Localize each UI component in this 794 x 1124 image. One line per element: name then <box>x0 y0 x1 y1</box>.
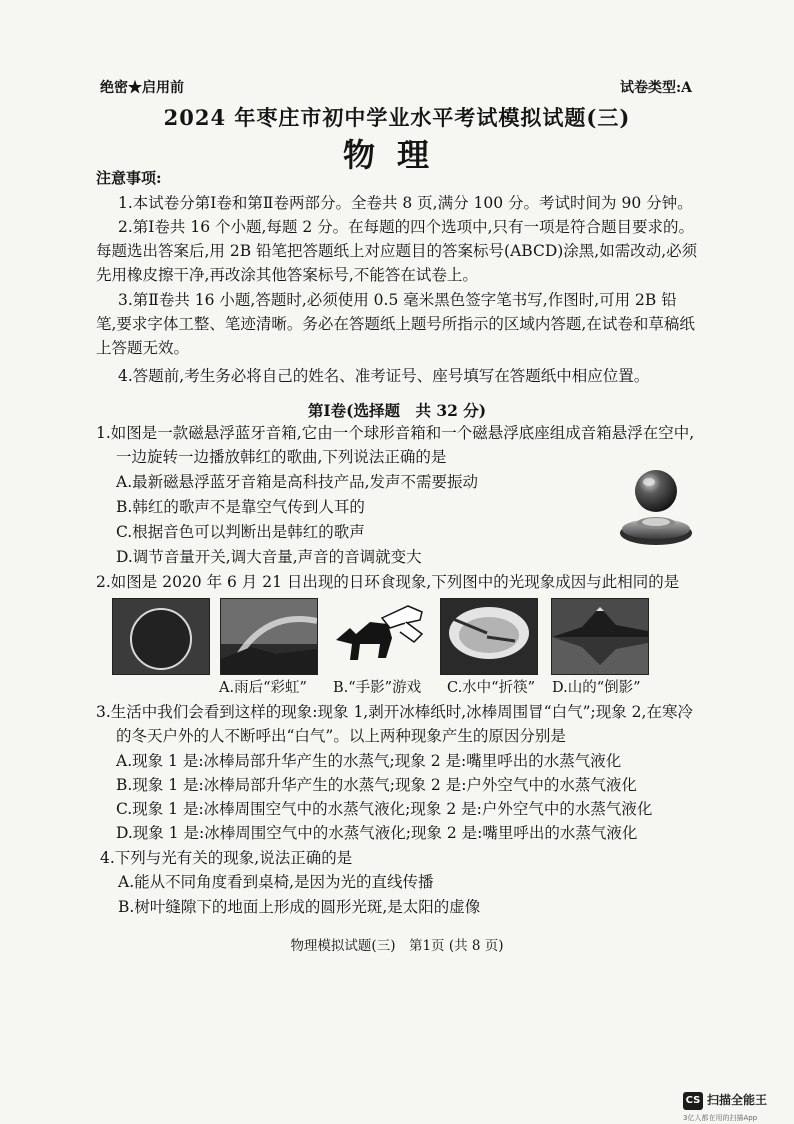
q1-option-a: A.最新磁悬浮蓝牙音箱是高科技产品,发声不需要振动 <box>116 473 479 491</box>
q3-stem-line: 3.生活中我们会看到这样的现象:现象 1,剥开冰棒纸时,冰棒周围冒“白气”;现象 2,在寒冷 <box>96 703 693 721</box>
page-footer: 物理模拟试题(三) 第1页 (共 8 页) <box>290 938 504 954</box>
q4-option-b: B.树叶缝隙下的地面上形成的圆形光斑,是太阳的虚像 <box>118 898 481 916</box>
camscanner-logo: CS <box>683 1092 703 1110</box>
q2-caption-c: C.水中“折筷” <box>447 680 536 696</box>
notice-line: 4.答题前,考生务必将自己的姓名、准考证号、座号填写在答题纸中相应位置。 <box>118 367 650 385</box>
q1-option-b: B.韩红的歌声不是靠空气传到人耳的 <box>116 498 365 516</box>
camscanner-tagline: 3亿人都在用的扫描App <box>683 1114 758 1122</box>
subject-title: 物理 <box>342 136 451 174</box>
rainbow-photo <box>220 598 318 675</box>
notice-line: 2.第Ⅰ卷共 16 个小题,每题 2 分。在每题的四个选项中,只有一项是符合题目要求的。 <box>118 218 695 236</box>
q2-caption-d: D.山的“倒影” <box>552 680 641 696</box>
notice-line: 笔,要求字体工整、笔迹清晰。务必在答题纸上题号所指示的区域内答题,在试卷和草稿纸 <box>96 315 695 333</box>
q1-stem-line: 一边旋转一边播放韩红的歌曲,下列说法正确的是 <box>116 448 447 466</box>
q2-caption-b: B.“手影”游戏 <box>333 680 422 696</box>
q4-option-a: A.能从不同角度看到桌椅,是因为光的直线传播 <box>118 873 434 891</box>
q3-option-d: D.现象 1 是:冰棒周围空气中的水蒸气液化;现象 2 是:嘴里呼出的水蒸气液化 <box>116 824 638 842</box>
solar-eclipse-photo <box>112 598 210 675</box>
q1-stem-line: 1.如图是一款磁悬浮蓝牙音箱,它由一个球形音箱和一个磁悬浮底座组成音箱悬浮在空中, <box>96 424 695 442</box>
q1-option-c: C.根据音色可以判断出是韩红的歌声 <box>116 523 365 541</box>
notice-line: 1.本试卷分第Ⅰ卷和第Ⅱ卷两部分。全卷共 8 页,满分 100 分。考试时间为 90 分钟。 <box>118 194 693 212</box>
q1-option-d: D.调节音量开关,调大音量,声音的音调就变大 <box>116 548 422 566</box>
q3-option-a: A.现象 1 是:冰棒局部升华产生的水蒸气;现象 2 是:嘴里呼出的水蒸气液化 <box>116 752 622 770</box>
hand-shadow-photo <box>330 598 426 673</box>
notice-line: 每题选出答案后,用 2B 铅笔把答题纸上对应题目的答案标号(ABCD)涂黑,如需改动,必须 <box>96 242 698 260</box>
notice-line: 先用橡皮擦干净,再改涂其他答案标号,不能答在试卷上。 <box>96 266 478 284</box>
q3-option-b: B.现象 1 是:冰棒局部升华产生的水蒸气;现象 2 是:户外空气中的水蒸气液化 <box>116 776 637 794</box>
q2-caption-a: A.雨后“彩虹” <box>219 680 307 696</box>
notice-line: 3.第Ⅱ卷共 16 小题,答题时,必须使用 0.5 毫米黑色签字笔书写,作图时,可用 2B 铅 <box>118 291 677 309</box>
notice-line: 上答题无效。 <box>96 339 190 357</box>
q3-stem-line: 的冬天户外的人不断呼出“白气”。以上两种现象产生的原因分别是 <box>116 727 566 745</box>
q4-stem: 4.下列与光有关的现象,说法正确的是 <box>100 849 353 867</box>
exam-title: 2024 年枣庄市初中学业水平考试模拟试题(三) <box>163 105 631 130</box>
paper-type-label: 试卷类型:A <box>620 80 693 96</box>
bent-chopstick-photo <box>440 598 538 675</box>
section-heading: 第Ⅰ卷(选择题 共 32 分) <box>307 401 487 420</box>
q3-option-c: C.现象 1 是:冰棒周围空气中的水蒸气液化;现象 2 是:户外空气中的水蒸气液化 <box>116 800 653 818</box>
confidential-label: 绝密★启用前 <box>100 80 184 96</box>
maglev-speaker-image <box>618 467 694 551</box>
mountain-reflection-photo <box>551 598 649 675</box>
notice-heading: 注意事项: <box>96 169 162 187</box>
camscanner-name: 扫描全能王 <box>707 1093 768 1107</box>
q2-stem: 2.如图是 2020 年 6 月 21 日出现的日环食现象,下列图中的光现象成因与此相同的是 <box>96 573 680 591</box>
